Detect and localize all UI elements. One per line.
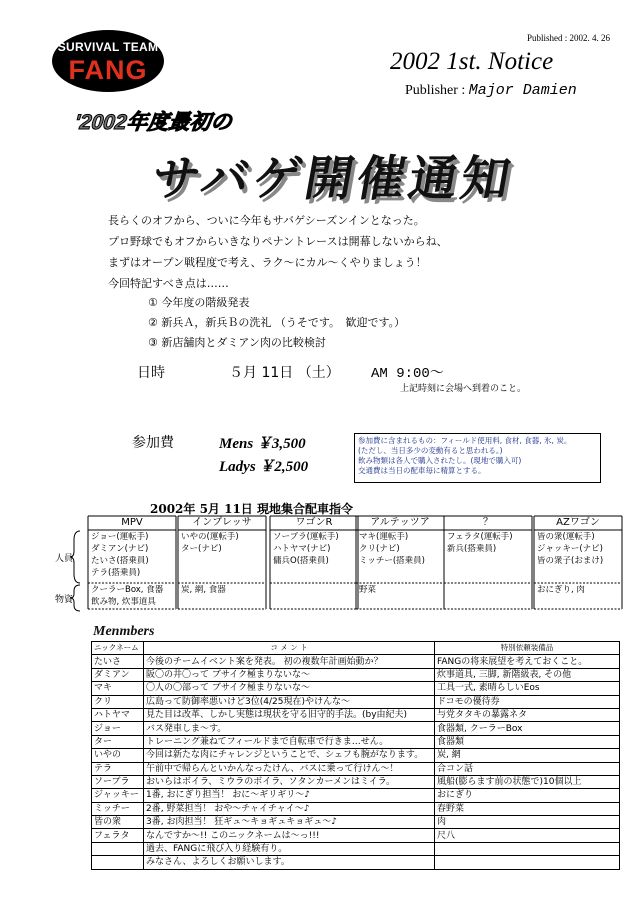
member-equipment: おにぎり: [435, 789, 620, 802]
vehicle-goods: 野菜: [359, 585, 377, 595]
table-row: [92, 802, 620, 815]
subtitle: '2002年度最初の: [73, 111, 233, 134]
publisher-name: Major Damien: [468, 82, 577, 99]
member-comment: 過去、FANGに飛び入り経験有り。: [144, 842, 435, 855]
table-row: [92, 708, 620, 721]
table-row: [92, 842, 620, 855]
member-nickname: たいさ: [92, 655, 144, 668]
table-row: [92, 695, 620, 708]
member-comment: 今後のチームイベント案を発表。 初の複数年計画始動か？: [144, 655, 435, 668]
side-label-goods: 物資: [55, 595, 74, 605]
table-row: [92, 749, 620, 762]
member-equipment: 肉: [435, 816, 620, 829]
member-equipment: 尺八: [435, 829, 620, 842]
vehicle-crew-member: 新兵(搭乗員): [447, 544, 497, 554]
vehicle-name: ？: [483, 517, 493, 528]
member-nickname: ハトヤマ: [92, 708, 144, 721]
member-nickname: [92, 856, 144, 869]
vehicle-crew-member: 皆の衆(運転手): [537, 532, 595, 542]
members-title: Menmbers: [93, 624, 155, 639]
member-equipment: [435, 856, 620, 869]
vehicle-crew-member: ジョー(運転手): [91, 532, 149, 542]
member-nickname: ソーブラ: [92, 775, 144, 788]
member-equipment: ドコモの優待券: [435, 695, 620, 708]
fee-note-line: 参加費に含まれるもの：フィールド使用料, 食材, 食器, 氷, 炭。: [358, 436, 572, 445]
agenda-item: ② 新兵Ａ，新兵Ｂの洗礼 （うそです。 歓迎です。）: [148, 316, 406, 329]
fee-note-line: 交通費は当日の配車毎に精算とする。: [358, 466, 486, 475]
member-nickname: 皆の衆: [92, 816, 144, 829]
member-nickname: ジャッキー: [92, 789, 144, 802]
member-nickname: マキ: [92, 682, 144, 695]
member-comment: 3番, お肉担当！ 狂ギュ～キョギュキョギュ～♪: [144, 816, 435, 829]
vehicle-crew-member: フェラタ(運転手): [447, 532, 513, 542]
vehicle-crew-member: ソーブラ(運転手): [273, 532, 339, 542]
vehicle-goods: クーラーBox, 食器: [91, 585, 164, 595]
members-header-row: [92, 642, 620, 655]
intro-line: プロ野球でもオフからいきなりペナントレースは開幕しないからね、: [108, 235, 448, 248]
table-row: [92, 668, 620, 681]
agenda-item: ③ 新店舗肉とダミアン肉の比較検討: [148, 336, 326, 349]
member-comment: トレーニング兼ねてフィールドまで自転車で行きま…せん。: [144, 735, 435, 748]
member-nickname: フェラタ: [92, 829, 144, 842]
fee-note-line: 飲み物類は各人で購入されたし。(現地で購入可): [358, 456, 522, 465]
intro-line: まずはオープン戦程度で考え、ラク～にカル～くやりましょう！: [108, 256, 427, 269]
vehicle-crew-member: 傭兵O(搭乗員): [273, 556, 329, 566]
member-equipment: FANGの将来展望を考えておくこと。: [435, 655, 620, 668]
table-row: [92, 735, 620, 748]
logo-line1: SURVIVAL TEAM: [57, 40, 159, 54]
members-table: [91, 641, 620, 870]
member-comment: 広島って防御率悪いけど3位(4/25現在)やけんな～: [144, 695, 435, 708]
vehicle-crew-member: たいさ(搭乗員): [91, 556, 149, 566]
main-title: サバゲ開催通知: [147, 151, 519, 207]
fee-note-line: (ただし、当日多少の変動有ると思われる。): [358, 446, 503, 455]
table-row: [92, 829, 620, 842]
logo-line2: FANG: [68, 55, 148, 85]
table-row: [92, 816, 620, 829]
vehicle-crew-member: 皆の衆子(おまけ): [537, 556, 604, 566]
vehicle-crew-member: ハトヤマ(ナビ): [273, 544, 331, 554]
member-equipment: 合コン話: [435, 762, 620, 775]
vehicle-goods: おにぎり, 肉: [537, 585, 585, 595]
header-comment: コ メ ン ト: [144, 642, 435, 655]
table-row: [92, 856, 620, 869]
vehicle-name: アルテッツア: [370, 517, 430, 528]
member-nickname: ミッチー: [92, 802, 144, 815]
table-row: [92, 775, 620, 788]
member-nickname: ダミアン: [92, 668, 144, 681]
vehicle-crew-member: ミッチー(搭乗員): [359, 556, 425, 566]
date-value: ５月 11日 （土）: [229, 365, 340, 381]
vehicle-name: ワゴンR: [295, 517, 333, 528]
member-comment: 阪〇の井〇って ブサイク極まりないな～: [144, 668, 435, 681]
vehicle-name: インプレッサ: [192, 517, 252, 528]
fee-label: 参加費: [132, 435, 174, 451]
vehicle-crew-member: マキ(運転手): [359, 532, 409, 542]
fee-ladys: Ladys ￥2,500: [219, 459, 309, 475]
agenda-item: ① 今年度の階級発表: [148, 296, 250, 309]
vehicle-crew-member: いやの(運転手): [181, 532, 239, 542]
vehicle-name: MPV: [121, 517, 143, 528]
member-comment: 2番, 野菜担当！ おや～チャイチャイ～♪: [144, 802, 435, 815]
vehicle-name: AZワゴン: [556, 517, 600, 528]
member-comment: 午前中で帰らんといかんなったけん、バスに乗って行けん～！: [144, 762, 435, 775]
member-equipment: 炭, 網: [435, 749, 620, 762]
member-nickname: テラ: [92, 762, 144, 775]
member-equipment: 風船(膨らます前の状態で)10個以上: [435, 775, 620, 788]
vehicle-crew-member: ター(ナビ): [181, 544, 222, 554]
member-equipment: 与党タタキの暴露ネタ: [435, 708, 620, 721]
member-comment: 〇人の〇部って ブサイク極まりないな～: [144, 682, 435, 695]
intro-line: 今回特記すべき点は……: [108, 277, 229, 290]
table-row: [92, 655, 620, 668]
member-comment: なんですか～!! このニックネームは～っ!!!: [144, 829, 435, 842]
member-comment: バス発車しま～す。: [144, 722, 435, 735]
member-nickname: [92, 842, 144, 855]
member-equipment: 工具一式, 素晴らしいEos: [435, 682, 620, 695]
header-nickname: ニックネーム: [92, 642, 144, 655]
table-row: [92, 789, 620, 802]
intro-line: 長らくのオフから、ついに今年もサバゲシーズンインとなった。: [108, 214, 425, 227]
vehicle-goods: 飲み物, 炊事道具: [91, 597, 156, 607]
member-comment: みなさん、よろしくお願いします。: [144, 856, 435, 869]
assignment-title: 2002年 5月 11日 現地集合配車指令: [150, 502, 353, 516]
member-nickname: クリ: [92, 695, 144, 708]
table-row: [92, 762, 620, 775]
publisher-label: Publisher :: [405, 83, 466, 98]
fee-mens: Mens ￥3,500: [219, 436, 306, 452]
vehicle-crew-member: クリ(ナビ): [359, 544, 400, 554]
member-equipment: 炊事道具, 三脚, 新階級表, その他: [435, 668, 620, 681]
member-equipment: 食器類: [435, 735, 620, 748]
member-nickname: ジョー: [92, 722, 144, 735]
table-row: [92, 682, 620, 695]
member-equipment: 春野菜: [435, 802, 620, 815]
side-label-people: 人員: [55, 554, 74, 564]
member-equipment: [435, 842, 620, 855]
date-time: AM 9:00～: [371, 366, 444, 382]
header-equipment: 特別依頼装備品: [435, 642, 620, 655]
member-comment: おいらはボイラ、ミウラのボイラ、ソタンカーメンはミイラ。: [144, 775, 435, 788]
member-comment: 見た目は改革、しかし実態は現状を守る旧守的手法。(by由紀夫): [144, 708, 435, 721]
member-comment: 今回は新たな肉にチャレンジということで、シェフも腕がなります。: [144, 749, 435, 762]
date-label: 日時: [137, 365, 165, 381]
notice-title: 2002 1st. Notice: [390, 48, 554, 75]
date-note: 上記時刻に会場へ到着のこと。: [400, 384, 527, 394]
vehicle-crew-member: ジャッキー(ナビ): [537, 544, 603, 554]
published-date: Published : 2002. 4. 26: [526, 33, 610, 43]
table-row: [92, 722, 620, 735]
vehicle-goods: 炭, 網, 食器: [181, 585, 226, 595]
vehicle-crew-member: ダミアン(ナビ): [91, 544, 149, 554]
member-equipment: 食器類, クーラーBox: [435, 722, 620, 735]
member-nickname: いやの: [92, 749, 144, 762]
member-nickname: ター: [92, 735, 144, 748]
vehicle-crew-member: テラ(搭乗員): [91, 568, 141, 578]
member-comment: 1番, おにぎり担当！ おに～ギリギリ～♪: [144, 789, 435, 802]
